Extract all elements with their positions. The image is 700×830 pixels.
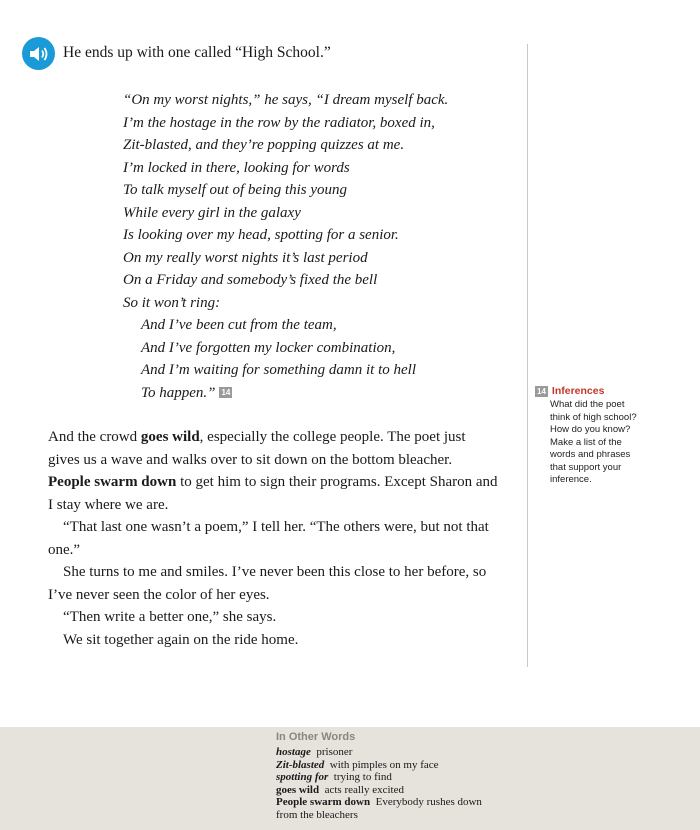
glossary-entry xyxy=(276,771,482,784)
glossary-footer xyxy=(0,727,700,830)
poem-line: I’m locked in there, looking for words xyxy=(123,159,350,176)
inference-marker-badge: 14 xyxy=(221,387,231,397)
glossary-def: prisoner xyxy=(316,746,353,758)
poem-line-indented: And I’ve been cut from the team, xyxy=(141,317,337,333)
poem-line: To talk myself out of being this young xyxy=(123,182,348,198)
audio-play-button[interactable] xyxy=(22,37,55,70)
glossary xyxy=(276,731,482,821)
sidebar-header xyxy=(535,385,645,397)
prose-text: to get him to sign their programs. Except Sharon and I stay where we are. xyxy=(48,474,498,513)
poem-line: So it won’t ring: xyxy=(123,294,221,311)
poem-last-line-text: To happen.” xyxy=(141,384,216,401)
poem-line: I’m the hostage in the row by the radiator, boxed in, xyxy=(123,114,435,131)
prose-text: , especially the college people. The poet just gives us a wave and walks over to sit down on the bottom bleacher. xyxy=(48,429,466,468)
poem-last-line xyxy=(123,382,448,405)
sidebar-title: Inferences xyxy=(551,385,605,397)
paragraph: “That last one wasn’t a poem,” I tell her. “The others were, but not that one.” xyxy=(48,519,489,558)
glossary-term: People swarm down xyxy=(276,796,371,808)
glossary-def: Everybody rushes down xyxy=(375,796,482,808)
sidebar-marker-badge: 14 xyxy=(537,386,546,396)
poem-line: “On my worst nights,” he says, “I dream myself back. xyxy=(123,92,449,108)
glossary-term: hostage xyxy=(276,746,311,758)
glossary-def: acts really excited xyxy=(324,783,404,796)
poem-block xyxy=(123,89,448,404)
intro-line: He ends up with one called “High School.” xyxy=(63,44,331,61)
paragraph: She turns to me and smiles. I’ve never been this close to her before, so I’ve never seen the color of her eyes. xyxy=(48,564,487,603)
poem-line: Is looking over my head, spotting for a senior. xyxy=(123,227,399,243)
poem-line: On a Friday and somebody’s fixed the bell xyxy=(123,272,378,288)
glossary-term: Zit-blasted xyxy=(276,758,325,771)
glossary-def: with pimples on my face xyxy=(329,758,439,771)
inferences-sidebar xyxy=(535,385,645,487)
speaker-icon xyxy=(29,45,49,63)
glossary-entry xyxy=(276,759,482,772)
glossary-def: trying to find xyxy=(333,771,392,783)
glossary-entry xyxy=(276,796,482,809)
poem-line: While every girl in the galaxy xyxy=(123,204,301,221)
paragraph xyxy=(48,426,498,516)
poem-line: On my really worst nights it’s last period xyxy=(123,249,368,266)
poem-line: Zit-blasted, and they’re popping quizzes at me. xyxy=(123,137,405,153)
glossary-title: In Other Words xyxy=(276,731,356,743)
column-divider xyxy=(527,44,528,667)
vocab-term: People swarm down xyxy=(48,474,177,490)
glossary-term: spotting for xyxy=(276,771,329,783)
prose-text: And the crowd xyxy=(48,429,141,445)
paragraph: “Then write a better one,” she says. xyxy=(63,609,277,625)
poem-line-indented: And I’ve forgotten my locker combination, xyxy=(141,339,396,356)
poem-line-indented: And I’m waiting for something damn it to hell xyxy=(141,362,416,378)
paragraph: We sit together again on the ride home. xyxy=(63,631,299,648)
vocab-term: goes wild xyxy=(140,429,200,445)
prose-block xyxy=(48,426,498,651)
glossary-def-continued: from the bleachers xyxy=(276,808,358,821)
glossary-entry xyxy=(276,746,482,759)
glossary-term: goes wild xyxy=(276,783,320,796)
glossary-entry xyxy=(276,784,482,797)
sidebar-question: What did the poet think of high school? How do you know? Make a list of the words and phrases that support your inference. xyxy=(550,399,637,485)
